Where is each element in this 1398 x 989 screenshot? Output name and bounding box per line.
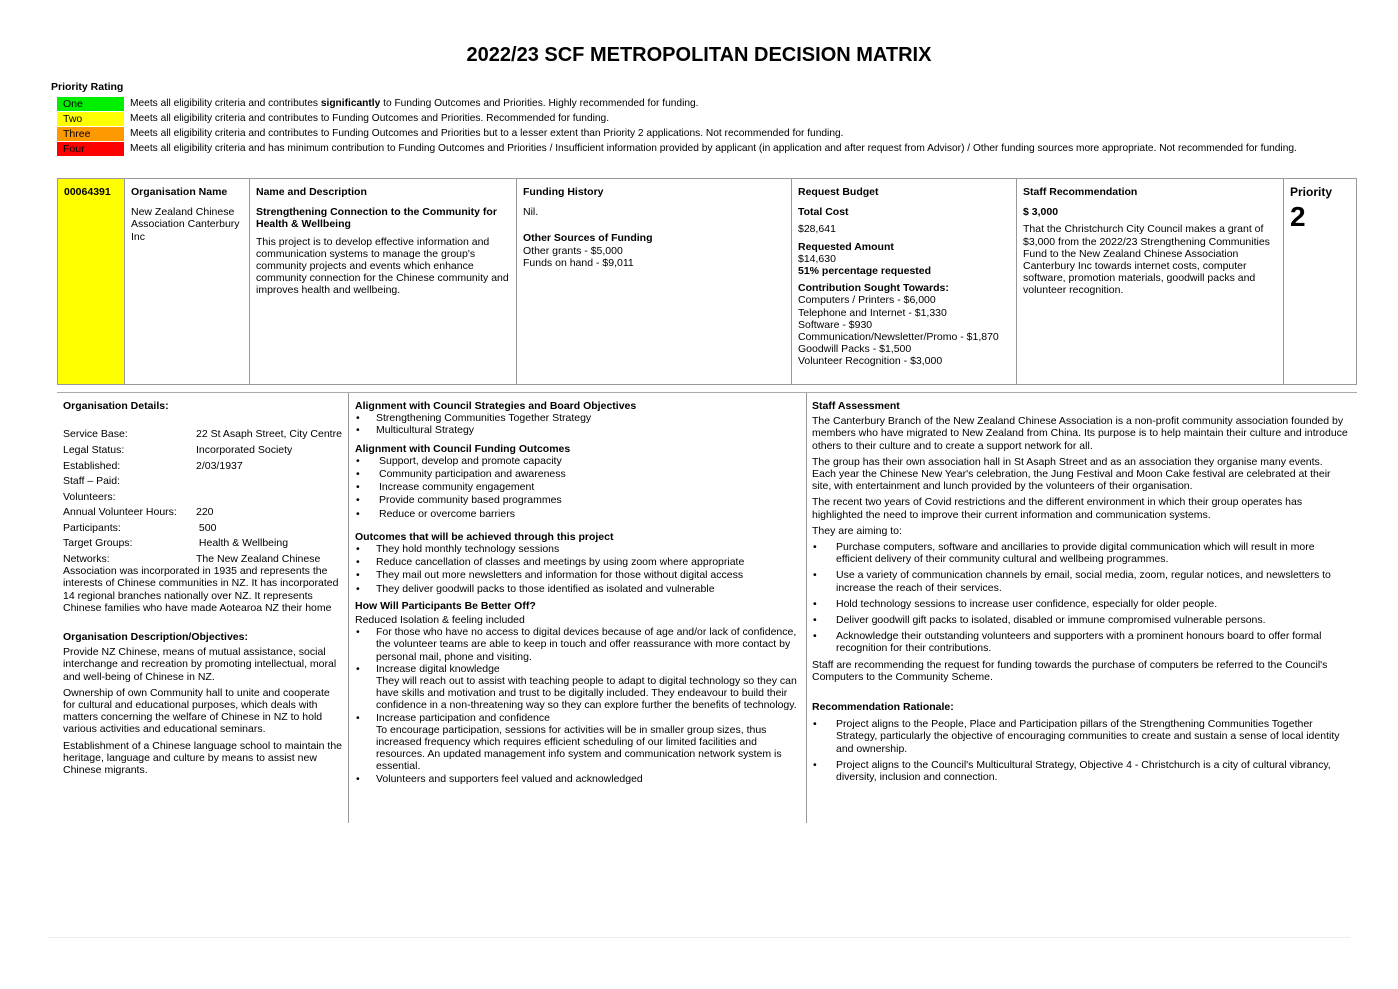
priority-description-text: Meets all eligibility criteria and contributes to Funding Outcomes and Priorities. Recommended for funding. (130, 112, 610, 124)
org-field-key: Service Base: (63, 428, 128, 441)
outcomes-list (355, 455, 803, 520)
org-field-row (63, 475, 343, 487)
other-source-item: Other grants - $5,000 (523, 244, 623, 257)
staff-assessment-heading: Staff Assessment (812, 400, 900, 412)
list-item: • Multicultural Strategy (355, 424, 803, 436)
org-field-value: 22 St Asaph Street, City Centre (196, 428, 342, 441)
contribution-item: Goodwill Packs - $1,500 (798, 343, 912, 356)
networks-first: The New Zealand Chinese (196, 552, 321, 565)
other-sources-label: Other Sources of Funding (523, 232, 653, 245)
footer-divider (48, 937, 1350, 938)
strategies-list (355, 412, 803, 436)
networks-key: Networks: (63, 552, 110, 565)
staff-assessment (812, 400, 1348, 787)
org-field-row (63, 522, 343, 534)
funding-history: Nil. (523, 206, 539, 219)
priority-description-text: to Funding Outcomes and Priorities. Highly recommended for funding. (380, 97, 699, 109)
priority-chip: One (57, 97, 124, 111)
total-cost: $28,641 (798, 223, 836, 236)
better-off-heading: How Will Participants Be Better Off? (355, 599, 536, 612)
list-item: • Reduce cancellation of classes and meetings by using zoom where appropriate (355, 556, 803, 568)
list-item: • Increase participation and confidence To encourage participation, sessions for activities will be in smaller group sizes, thus increased frequency which requires efficient scheduling of our limited facilities and resources. An updated management info system and communication network system is essential. (355, 712, 803, 773)
staff-rec-amount: $ 3,000 (1023, 206, 1059, 219)
list-item: • Support, develop and promote capacity (355, 455, 803, 467)
org-field-row (63, 491, 343, 503)
list-item: • They deliver goodwill packs to those identified as isolated and vulnerable (355, 583, 803, 595)
list-item: • Hold technology sessions to increase user confidence, especially for older people. (812, 598, 1348, 610)
rationale-heading: Recommendation Rationale: (812, 701, 954, 714)
project-outcomes-heading: Outcomes that will be achieved through this project (355, 530, 614, 543)
list-item: • Project aligns to the Council's Multicultural Strategy, Objective 4 - Christchurch is a city of cultural vibrancy, diversity, inclusion and connection. (812, 759, 1348, 783)
list-item: • Provide community based programmes (355, 494, 803, 506)
priority-rating-row (57, 127, 843, 141)
staff-rec-label: Staff Recommendation (1023, 186, 1138, 198)
requested-amount-label: Requested Amount (798, 240, 894, 253)
priority-label: Priority (1290, 185, 1333, 199)
assessment-para: The recent two years of Covid restrictions and the different environment in which their group operates has highlighted the need to improve their current information and communication systems. (812, 496, 1303, 521)
list-item: • Purchase computers, software and ancillaries to provide digital communication which will result in more efficient delivery of their community cultural and wellbeing programmes. (812, 541, 1348, 565)
priority-description (130, 98, 699, 110)
org-field-value: 220 (196, 506, 214, 519)
priority-description (130, 128, 843, 140)
other-source-item: Funds on hand - $9,011 (523, 256, 634, 269)
org-field-value: Health & Wellbeing (196, 537, 289, 550)
list-item: • Increase community engagement (355, 481, 803, 493)
column-divider (806, 393, 807, 823)
org-details-heading: Organisation Details: (63, 400, 169, 412)
aims-list (812, 541, 1348, 655)
project-description: This project is to develop effective information and communication systems to manage the group's community projects and events which enhance community connection for the Chinese community and improves health and wellbeing. (256, 235, 509, 297)
list-item: • Deliver goodwill gift packs to isolated, disabled or immune compromised vulnerable persons. (812, 614, 1348, 626)
priority-value: 2 (1290, 201, 1306, 233)
request-budget-label: Request Budget (798, 186, 879, 198)
project-outcomes-list (355, 543, 803, 595)
org-field-row (63, 537, 343, 549)
priority-rating-row (57, 142, 1297, 156)
name-description-cell (250, 179, 517, 384)
org-field-row (63, 444, 343, 456)
outcomes-heading: Alignment with Council Funding Outcomes (355, 442, 571, 455)
application-table (57, 178, 1357, 385)
contribution-item: Communication/Newsletter/Promo - $1,870 (798, 331, 999, 344)
project-name: Strengthening Connection to the Community for Health & Wellbeing (256, 206, 497, 231)
org-desc-para: Ownership of own Community hall to unite and cooperate for cultural and educational purposes, which deals with matters concerning the welfare of Chinese in NZ to hold various activities and educational seminars. (63, 686, 330, 736)
page-title: 2022/23 SCF METROPOLITAN DECISION MATRIX (466, 44, 932, 66)
priority-description (130, 143, 1297, 155)
list-item: • Project aligns to the People, Place and Participation pillars of the Strengthening Communities Together Strategy, particularly the objective of encouraging communities to create and sustain a sense of local identity and ownership. (812, 718, 1348, 755)
org-desc-heading: Organisation Description/Objectives: (63, 630, 248, 643)
contribution-item: Telephone and Internet - $1,330 (798, 306, 947, 319)
org-field-key: Volunteers: (63, 490, 116, 503)
org-desc-para: Establishment of a Chinese language school to maintain the heritage, language and culture by means to assist new Chinese migrants. (63, 739, 343, 776)
contribution-item: Software - $930 (798, 318, 873, 331)
list-item: • Acknowledge their outstanding volunteers and supporters with a prominent honours board to offer formal recognition for their contributions. (812, 630, 1348, 654)
priority-chip: Three (57, 127, 124, 141)
requested-amount: $14,630 (798, 252, 836, 265)
better-off-list (355, 626, 803, 785)
strategies-heading: Alignment with Council Strategies and Board Objectives (355, 400, 637, 412)
organisation-details (63, 400, 343, 780)
name-desc-label: Name and Description (256, 186, 367, 198)
org-field-row (63, 460, 343, 472)
funding-history-cell (517, 179, 792, 384)
org-field-value: 500 (196, 521, 217, 534)
better-off-intro: Reduced Isolation & feeling included (355, 614, 525, 627)
org-field-value: 2/03/1937 (196, 459, 243, 472)
staff-recommendation-cell (1017, 179, 1284, 384)
funding-history-label: Funding History (523, 186, 604, 198)
alignment-section (355, 400, 803, 785)
percentage-requested: 51% percentage requested (798, 265, 932, 278)
org-field-key: Established: (63, 459, 121, 472)
org-field-key: Participants: (63, 521, 121, 534)
networks-text: Association was incorporated in 1935 and represents the interests of Chinese communities in NZ. It has incorporated 14 regional branches nationally over NZ. It represents Chinese families who have made Aotearoa NZ their home (63, 565, 339, 614)
org-field-row (63, 428, 343, 440)
section-divider (57, 392, 1357, 393)
contribution-label: Contribution Sought Towards: (798, 282, 949, 295)
priority-description-text: Meets all eligibility criteria and has minimum contribution to Funding Outcomes and Priorities / Insufficient information provided by applicant (in application and after request from Advisor) / Other funding sources more appropriate. Not recommended for funding. (130, 142, 1297, 154)
staff-rec-text: That the Christchurch City Council makes a grant of $3,000 from the 2022/23 Strengthening Communities Fund to the New Zealand Chinese Association Canterbury Inc towards internet costs, computer software, promotion materials, goodwill packs and volunteer recognition. (1023, 223, 1270, 297)
assessment-para: The Canterbury Branch of the New Zealand Chinese Association is a non-profit community association founded by members who have migrated to New Zealand from China. Its purpose is to help maintain their culture and introduce others to their culture and to create a support network for all. (812, 415, 1348, 452)
priority-rating-row (57, 112, 609, 126)
org-desc-para: Provide NZ Chinese, means of mutual assistance, social interchange and recreation by promoting intellectual, moral and well-being of Chinese in NZ. (63, 646, 337, 683)
priority-rating-row (57, 97, 699, 111)
assessment-closing: Staff are recommending the request for funding towards the purchase of computers be referred to the Council's Computers to the Community Scheme. (812, 658, 1328, 683)
org-field-value: Incorporated Society (196, 444, 293, 457)
request-budget-cell (792, 179, 1017, 384)
assessment-para: The group has their own association hall in St Asaph Street and as an association they organise many events. Each year the Chinese New Year's celebration, the Jung Festival and Moon Cake festival are celebrated at their site, with entertainment and lunch provided by the volunteers of their organisation. (812, 455, 1331, 493)
priority-cell (1284, 179, 1356, 384)
list-item: • For those who have no access to digital devices because of age and/or lack of confidence, the volunteer teams are able to keep in touch and offer reassurance with more contact by personal mail, phone and visiting. (355, 626, 803, 663)
priority-chip: Two (57, 112, 124, 126)
org-name: New Zealand Chinese Association Canterbury Inc (131, 206, 240, 243)
list-item: • Use a variety of communication channels by email, social media, zoom, regular notices, and newsletters to increase the reach of their services. (812, 569, 1348, 593)
org-field-key: Annual Volunteer Hours: (63, 506, 177, 519)
priority-description (130, 113, 609, 125)
application-id: 00064391 (58, 179, 125, 384)
total-cost-label: Total Cost (798, 206, 849, 219)
priority-rating-heading: Priority Rating (51, 81, 124, 93)
list-item: • Community participation and awareness (355, 468, 803, 480)
list-item: • Reduce or overcome barriers (355, 508, 803, 520)
priority-description-emphasis: significantly (320, 97, 381, 109)
contribution-item: Volunteer Recognition - $3,000 (798, 355, 943, 368)
networks-block (63, 553, 343, 614)
list-item: • Increase digital knowledge They will reach out to assist with teaching people to adapt to digital technology so they can have skills and motivation and trust to be digitally included. They endeavour to build their confidence in a non-threatening way so they can explore further the benefits of technology. (355, 663, 803, 712)
list-item: • They mail out more newsletters and information for those without digital access (355, 569, 803, 581)
contribution-item: Computers / Printers - $6,000 (798, 294, 936, 307)
priority-description-text: Meets all eligibility criteria and contributes (130, 97, 321, 109)
column-divider (348, 393, 349, 823)
org-field-key: Target Groups: (63, 537, 133, 550)
org-name-label: Organisation Name (131, 186, 228, 198)
assessment-para: They are aiming to: (812, 524, 902, 537)
priority-description-text: Meets all eligibility criteria and contributes to Funding Outcomes and Priorities but to a lesser extent than Priority 2 applications. Not recommended for funding. (130, 127, 844, 139)
rationale-list (812, 718, 1348, 783)
org-field-row (63, 506, 343, 518)
priority-chip: Four (57, 142, 124, 156)
org-field-key: Staff – Paid: (63, 475, 121, 488)
org-name-cell (125, 179, 250, 384)
list-item: • Strengthening Communities Together Strategy (355, 412, 803, 424)
list-item: • They hold monthly technology sessions (355, 543, 803, 555)
list-item: • Volunteers and supporters feel valued and acknowledged (355, 773, 803, 785)
org-field-key: Legal Status: (63, 444, 125, 457)
